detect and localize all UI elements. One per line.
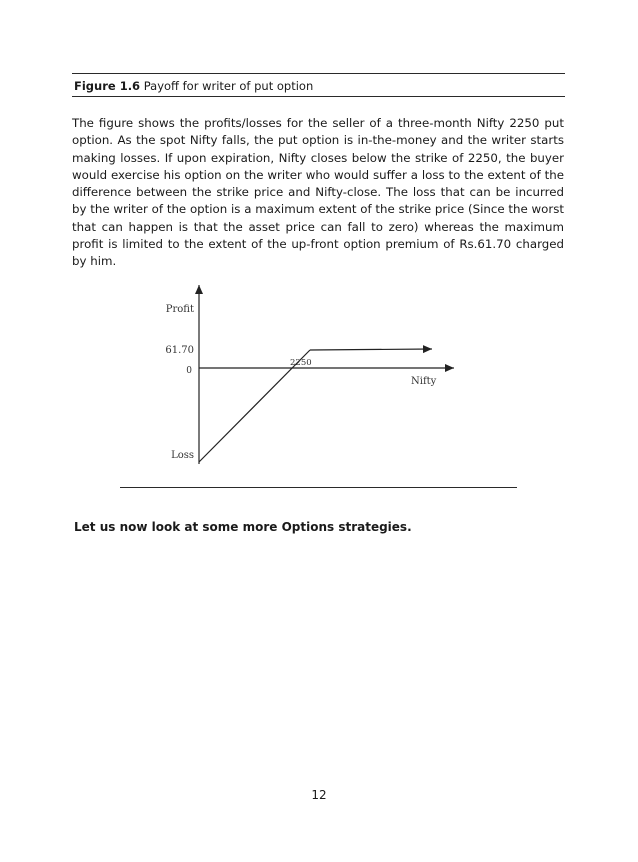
figure-title: Payoff for writer of put option	[143, 79, 314, 93]
y-axis-label: Profit	[165, 304, 194, 315]
closing-statement: Let us now look at some more Options strategies.	[74, 520, 412, 534]
body-paragraph: The figure shows the profits/losses for the seller of a three-month Nifty 2250 put option. As the spot Nifty falls, the put option is in-the-money and the writer starts making losses. If upon expiration, Nifty closes below the strike of 2250, the buyer would exercise his option on the writer who would suffer a loss to the extent of the difference between the strike price and Nifty-close. The loss that can be incurred by the writer of the option is a maximum extent of the strike price (Since the worst that can happen is that the asset price can fall to zero) whereas the maximum profit is limited to the extent of the up-front option premium of Rs.61.70 charged by him.	[72, 116, 564, 269]
payoff-arrow	[310, 349, 432, 350]
page-number: 12	[311, 788, 327, 802]
y-bottom-label: Loss	[171, 450, 194, 461]
figure-label: Figure 1.6	[74, 79, 141, 93]
y-tick-zero: 0	[186, 366, 192, 376]
chart-bottom-rule	[120, 487, 517, 488]
strike-label: 2250	[290, 358, 312, 368]
y-tick-premium: 61.70	[165, 345, 194, 356]
x-axis-label: Nifty	[411, 376, 437, 387]
